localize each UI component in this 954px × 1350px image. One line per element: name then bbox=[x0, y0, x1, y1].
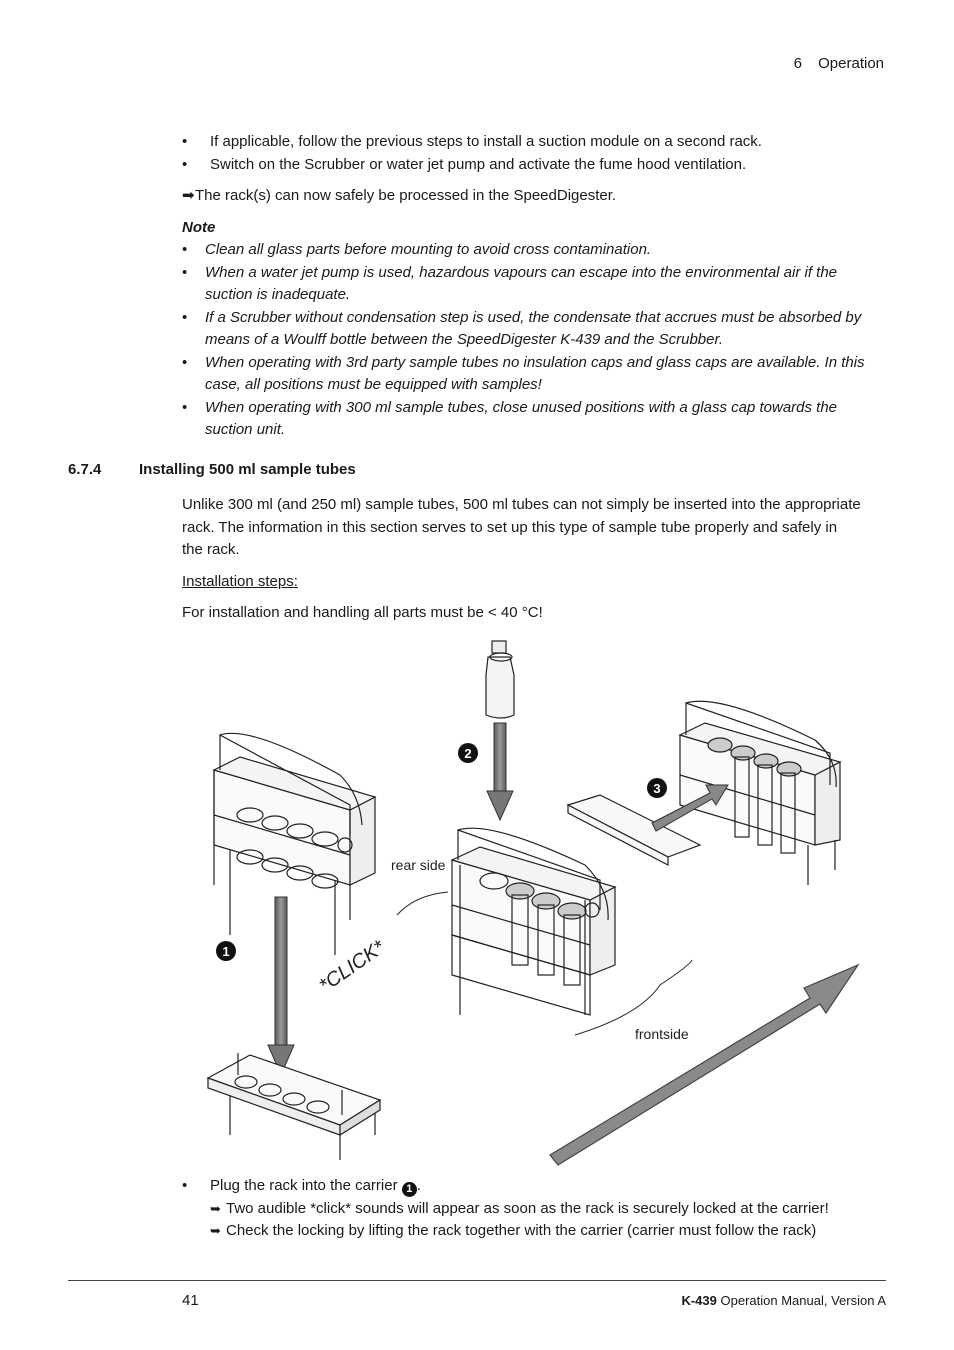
click-label: *CLICK* bbox=[315, 936, 389, 998]
sub-item-text: Two audible *click* sounds will appear as soon as the rack is securely locked at the carrier! bbox=[226, 1199, 829, 1217]
large-diagonal-arrow bbox=[550, 965, 858, 1165]
frontside-label: frontside bbox=[635, 1026, 689, 1042]
note-item: • If a Scrubber without condensation step is used, the condensate that accrues must be absorbed by means of a Woulff bottle between the SpeedDigester K-439 and the Scrubber. bbox=[182, 307, 882, 352]
footer-divider bbox=[68, 1280, 886, 1281]
sub-arrow-icon: ➥ bbox=[210, 1200, 221, 1216]
temperature-note: For installation and handling all parts must be < 40 °C! bbox=[182, 604, 543, 621]
sub-item bbox=[210, 1198, 872, 1221]
footer-title bbox=[681, 1293, 886, 1308]
list-item: • If applicable, follow the previous steps to install a suction module on a second rack. bbox=[182, 131, 882, 154]
step-marker-1 bbox=[216, 941, 236, 961]
page-number: 41 bbox=[182, 1292, 199, 1309]
sub-arrow-icon: ➥ bbox=[210, 1223, 221, 1238]
section-title: Installing 500 ml sample tubes bbox=[139, 461, 356, 478]
right-rack-drawing bbox=[680, 701, 840, 885]
page-header bbox=[794, 53, 884, 76]
top-bullet-list bbox=[182, 131, 882, 176]
arrow-1 bbox=[268, 897, 294, 1075]
chapter-number: 6 bbox=[793, 55, 802, 72]
sub-item bbox=[210, 1220, 872, 1243]
manual-name: Operation Manual, Version A bbox=[720, 1293, 886, 1308]
result-line bbox=[182, 185, 616, 208]
section-number: 6.7.4 bbox=[68, 461, 102, 478]
section-intro: Unlike 300 ml (and 250 ml) sample tubes, 500 ml tubes can not simply be inserted into the appropriate rack. The information in this section serves to set up this type of sample tube properly and safely in the rack. bbox=[182, 496, 861, 558]
left-rack-drawing bbox=[214, 733, 375, 955]
sample-tube-drawing bbox=[486, 641, 514, 718]
carrier-drawing bbox=[208, 1053, 380, 1160]
result-arrow-icon: ➡ bbox=[182, 187, 195, 204]
step-marker-icon: 1 bbox=[402, 1182, 417, 1197]
step-text: Plug the rack into the carrier bbox=[210, 1177, 398, 1194]
sub-item-text: Check the locking by lifting the rack together with the carrier (carrier must follow the rack) bbox=[226, 1222, 817, 1239]
note-item: • When a water jet pump is used, hazardous vapours can escape into the environmental air if the suction is inadequate. bbox=[182, 262, 882, 307]
steps-list bbox=[182, 1175, 872, 1243]
list-item: • Switch on the Scrubber or water jet pump and activate the fume hood ventilation. bbox=[182, 154, 882, 177]
chapter-title: Operation bbox=[818, 55, 884, 72]
arrow-2 bbox=[487, 723, 513, 820]
step-marker-2 bbox=[458, 743, 478, 763]
list-item bbox=[182, 1175, 872, 1243]
svg-text:1: 1 bbox=[222, 944, 230, 959]
note-list bbox=[182, 239, 882, 442]
product-name: K-439 bbox=[681, 1293, 717, 1308]
steps-label: Installation steps: bbox=[182, 573, 298, 590]
result-text: The rack(s) can now safely be processed in the SpeedDigester. bbox=[195, 187, 617, 204]
note-item: • When operating with 300 ml sample tubes, close unused positions with a glass cap towards the suction unit. bbox=[182, 397, 882, 442]
rear-side-pointer bbox=[397, 892, 448, 915]
note-item: • When operating with 3rd party sample tubes no insulation caps and glass caps are available. In this case, all positions must be equipped with samples! bbox=[182, 352, 882, 397]
note-title: Note bbox=[182, 219, 216, 236]
svg-text:3: 3 bbox=[653, 781, 661, 796]
rack-installation-figure bbox=[190, 635, 870, 1175]
rear-side-label: rear side bbox=[391, 857, 446, 873]
step-end: . bbox=[416, 1177, 421, 1194]
note-item: • Clean all glass parts before mounting to avoid cross contamination. bbox=[182, 239, 882, 262]
middle-rack-drawing bbox=[452, 828, 615, 1015]
step-marker-3 bbox=[647, 778, 667, 798]
svg-text:2: 2 bbox=[464, 746, 472, 761]
